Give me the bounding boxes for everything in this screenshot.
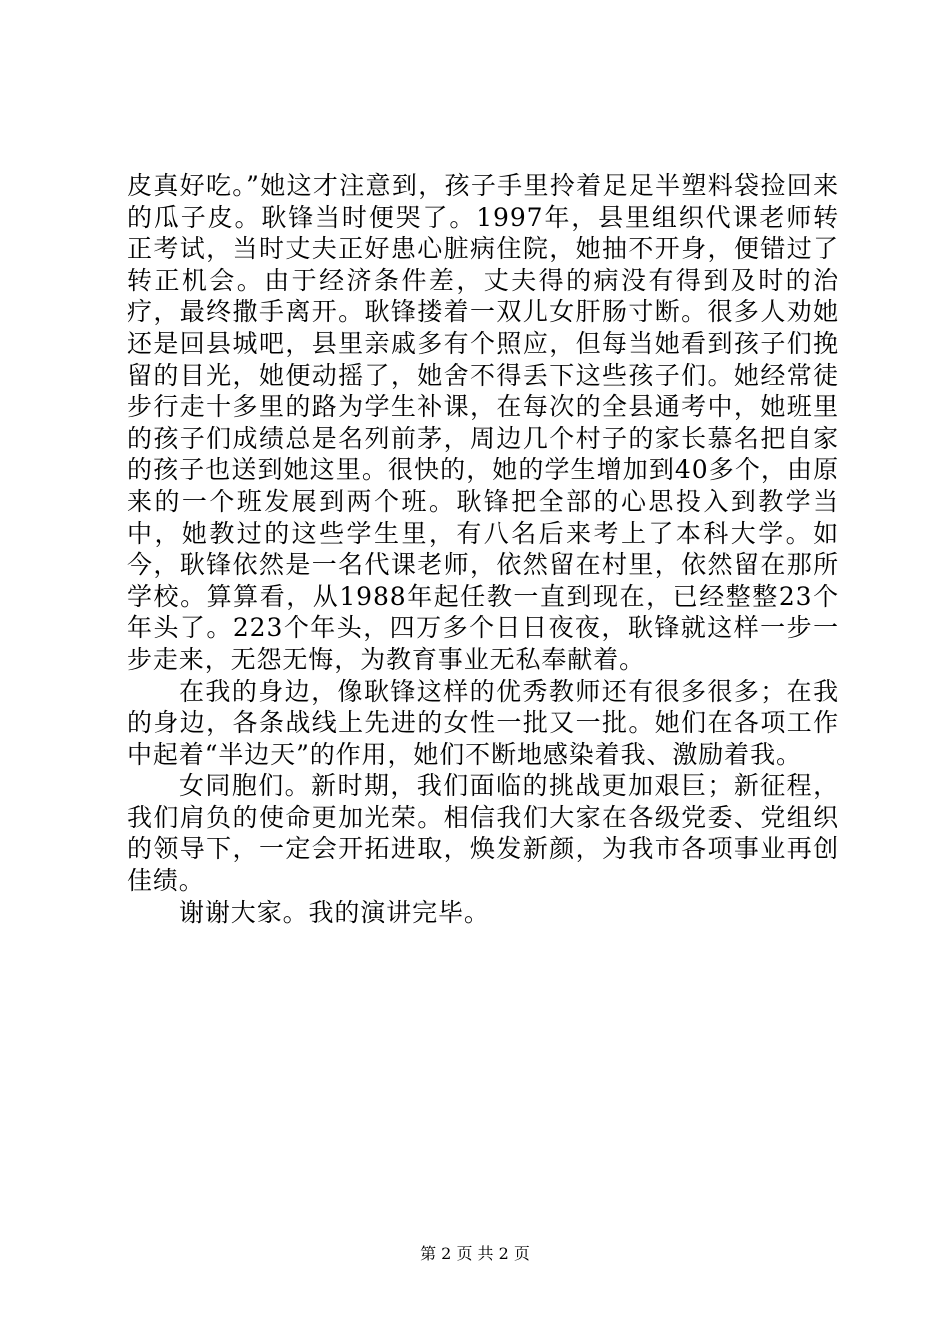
paragraph-new-era: 女同胞们。新时期，我们面临的挑战更加艰巨；新征程，我们肩负的使命更加光荣。相信我们大家在各级党委、党组织的领导下，一定会开拓进取，焕发新颜，为我市各项事业再创佳绩。 (127, 771, 839, 896)
paragraph-outstanding-women: 在我的身边，像耿锋这样的优秀教师还有很多很多；在我的身边，各条战线上先进的女性一批又一批。她们在各项工作中起着“半边天”的作用，她们不断地感染着我、激励着我。 (127, 676, 839, 769)
document-body (127, 170, 839, 928)
page-number-footer: 第 2 页 共 2 页 (420, 1244, 530, 1263)
paragraph-closing: 谢谢大家。我的演讲完毕。 (179, 897, 490, 927)
paragraph-continuation: 皮真好吃。”她这才注意到，孩子手里拎着足足半塑料袋捡回来的瓜子皮。耿锋当时便哭了。1997年，县里组织代课老师转正考试，当时丈夫正好患心脏病住院，她抽不开身，便错过了转正机会。由于经济条件差，丈夫得的病没有得到及时的治疗，最终撒手离开。耿锋搂着一双儿女肝肠寸断。很多人劝她还是回县城吧，县里亲戚多有个照应，但每当她看到孩子们挽留的目光，她便动摇了，她舍不得丢下这些孩子们。她经常徒步行走十多里的路为学生补课，在每次的全县通考中，她班里的孩子们成绩总是名列前茅，周边几个村子的家长慕名把自家的孩子也送到她这里。很快的，她的学生增加到40多个，由原来的一个班发展到两个班。耿锋把全部的心思投入到教学当中，她教过的这些学生里，有八名后来考上了本科大学。如今，耿锋依然是一名代课老师，依然留在村里，依然留在那所学校。算算看，从1988年起任教一直到现在，已经整整23个年头了。223个年头，四万多个日日夜夜，耿锋就这样一步一步走来，无怨无悔，为教育事业无私奉献着。 (127, 171, 839, 674)
